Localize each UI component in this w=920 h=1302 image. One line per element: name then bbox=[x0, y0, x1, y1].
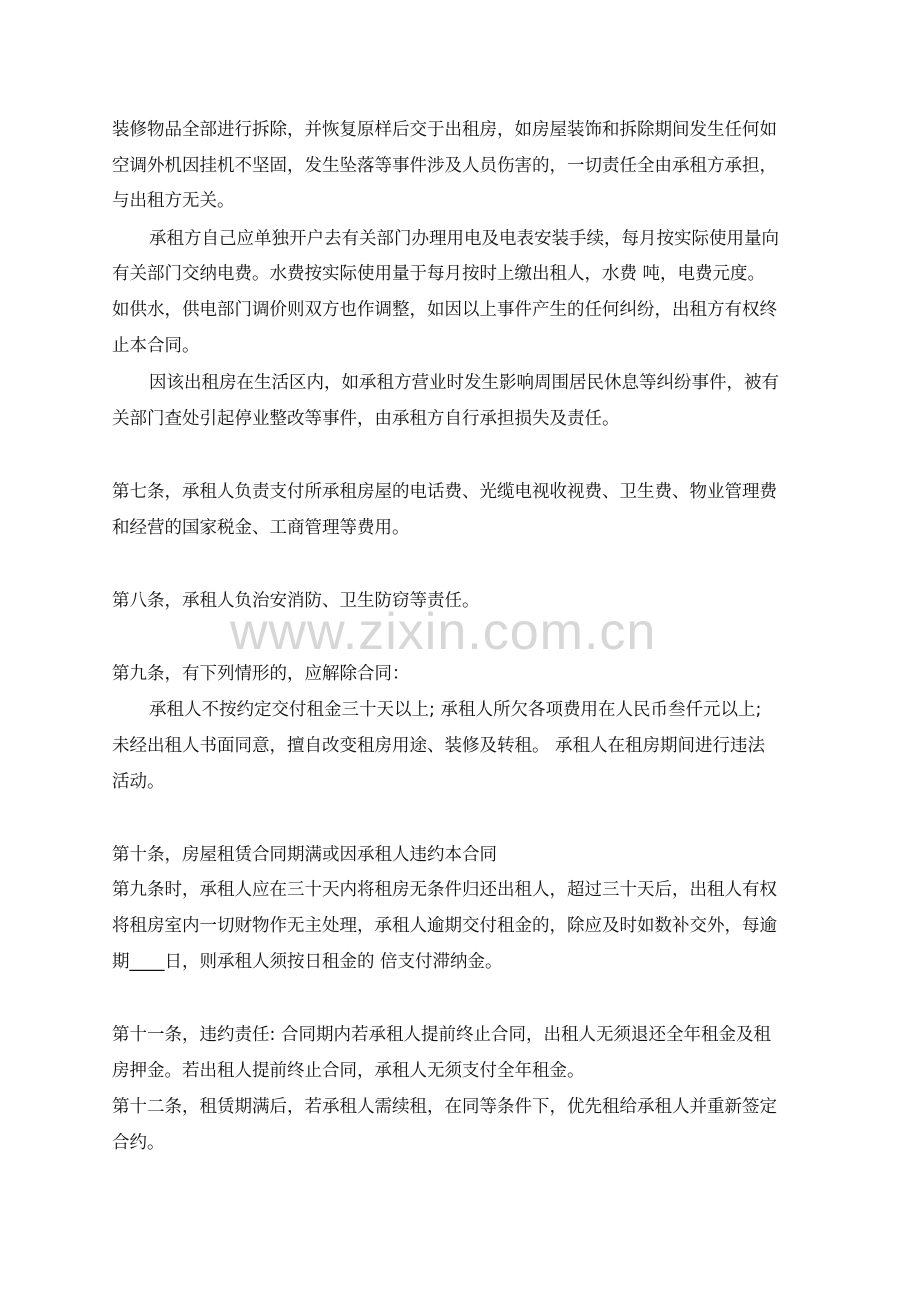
text-line: 承租方自己应单独开户去有关部门办理用电及电表安装手续，每月按实际使用量向 bbox=[149, 229, 779, 249]
text-line: 空调外机因挂机不坚固，发生坠落等事件涉及人员伤害的，一切责任全由承租方承担， bbox=[112, 156, 777, 176]
text-line: 有关部门交纳电费。水费按实际使用量于每月按时上缴出租人，水费 吨，电费元度。 bbox=[112, 264, 766, 284]
section-heading: 第八条，承租人负治安消防、卫生防窃等责任。 bbox=[112, 591, 480, 611]
text-line: 活动。 bbox=[112, 772, 165, 792]
section-heading: 第九条，有下列情形的，应解除合同： bbox=[112, 664, 410, 684]
text-line: 房押金。若出租人提前终止合同，承租人无须支付全年租金。 bbox=[112, 1061, 585, 1081]
section-heading: 第十二条，租赁期满后，若承租人需续租，在同等条件下，优先租给承租人并重新签定 bbox=[112, 1097, 777, 1117]
section-heading: 第十条，房屋租赁合同期满或因承租人违约本合同 bbox=[112, 845, 497, 865]
text-line: 第九条时，承租人应在三十天内将租房无条件归还出租人，超过三十天后，出租人有权 bbox=[112, 880, 777, 900]
watermark: www.zixin.com.cn bbox=[230, 603, 657, 661]
text-line: 承租人不按约定交付租金三十天以上; 承租人所欠各项费用在人民币叁仟元以上; bbox=[149, 700, 762, 720]
text-line: 因该出租房在生活区内，如承租方营业时发生影响周围居民休息等纠纷事件，被有 bbox=[149, 373, 779, 393]
text-line: 关部门查处引起停业整改等事件，由承租方自行承担损失及责任。 bbox=[112, 409, 620, 429]
text-line: 装修物品全部进行拆除，并恢复原样后交于出租房，如房屋装饰和拆除期间发生任何如 bbox=[112, 120, 777, 140]
text-line: 合约。 bbox=[112, 1133, 165, 1153]
text-line: 如供水，供电部门调价则双方也作调整，如因以上事件产生的任何纠纷，出租方有权终 bbox=[112, 300, 777, 320]
section-heading: 第七条，承租人负责支付所承租房屋的电话费、光缆电视收视费、卫生费、物业管理费 bbox=[112, 482, 777, 502]
text-line: 止本合同。 bbox=[112, 336, 200, 356]
text-line: 和经营的国家税金、工商管理等费用。 bbox=[112, 518, 410, 538]
text-line: 期____日，则承租人须按日租金的 倍支付滞纳金。 bbox=[112, 952, 503, 972]
section-heading: 第十一条，违约责任: 合同期内若承租人提前终止合同，出租人无须退还全年租金及租 bbox=[112, 1025, 771, 1045]
text-line: 未经出租人书面同意，擅自改变租房用途、装修及转租。 承租人在租房期间进行违法 bbox=[112, 736, 766, 756]
text-line: 与出租方无关。 bbox=[112, 191, 235, 211]
text-line: 将租房室内一切财物作无主处理，承租人逾期交付租金的，除应及时如数补交外，每逾 bbox=[112, 916, 777, 936]
